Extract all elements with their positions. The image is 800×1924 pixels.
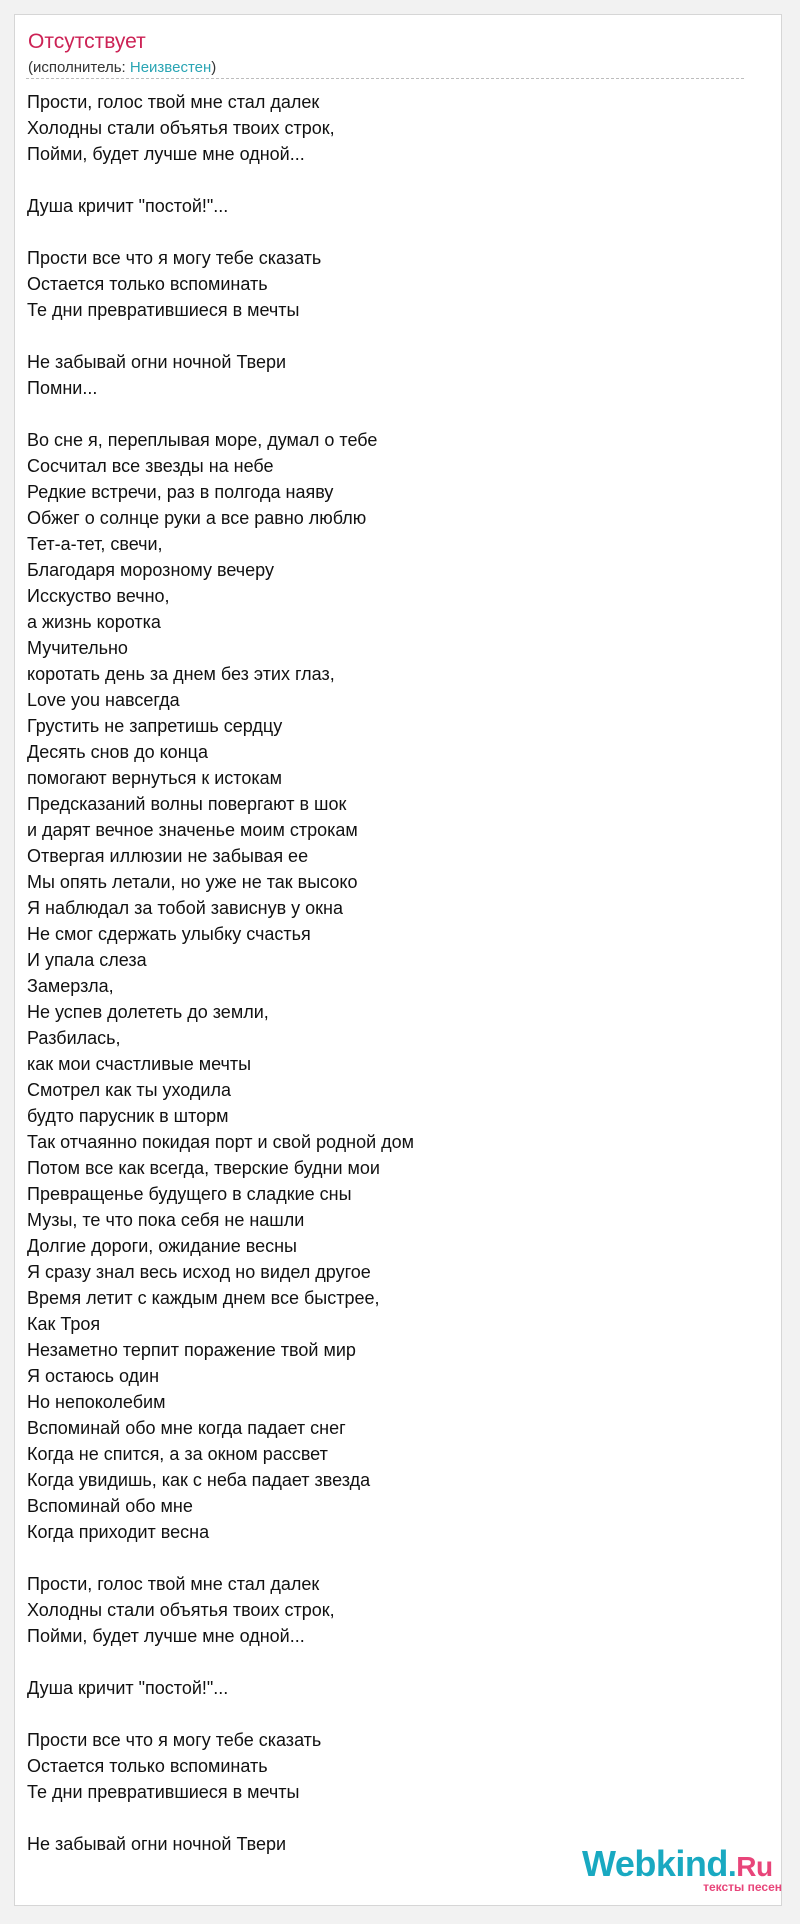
lyrics-line: Сосчитал все звезды на небе [27, 456, 274, 476]
lyrics-line: Благодаря морозному вечеру [27, 560, 274, 580]
lyrics-line: Отвергая иллюзии не забывая ее [27, 846, 309, 866]
lyrics-line: Те дни превратившиеся в мечты [27, 300, 300, 320]
lyrics-line: Не смог сдержать улыбку счастья [27, 924, 311, 944]
lyrics-line: Прости, голос твой мне стал далек [27, 92, 320, 112]
lyrics-line: Как Троя [27, 1314, 101, 1334]
lyrics-line: Душа кричит "постой!"... [27, 196, 229, 216]
logo-name: Webkind [582, 1843, 728, 1884]
lyrics-line: Когда не спится, а за окном рассвет [27, 1444, 328, 1464]
lyrics-line: Грустить не запретишь сердцу [27, 716, 283, 736]
lyrics-line: Так отчаянно покидая порт и свой родной дом [27, 1132, 415, 1152]
webkind-logo[interactable] [568, 1844, 782, 1900]
lyrics-line: Время летит с каждым днем все быстрее, [27, 1288, 380, 1308]
lyrics-line: Превращенье будущего в сладкие сны [27, 1184, 352, 1204]
lyrics-line: Love you навсегда [27, 690, 180, 710]
lyrics-line: Музы, те что пока себя не нашли [27, 1210, 305, 1230]
lyrics-line: Смотрел как ты уходила [27, 1080, 231, 1100]
lyrics-line: Незаметно терпит поражение твой мир [27, 1340, 356, 1360]
lyrics-line: Прости, голос твой мне стал далек [27, 1574, 320, 1594]
artist-suffix: ) [211, 59, 217, 76]
logo-tagline: тексты песен [703, 1880, 782, 1894]
lyrics-line: Разбилась, [27, 1028, 121, 1048]
lyrics-line: Я наблюдал за тобой зависнув у окна [27, 898, 343, 918]
lyrics-blank-line [27, 167, 727, 193]
lyrics-blank-line [27, 323, 727, 349]
lyrics-line: Обжег о солнце руки а все равно люблю [27, 508, 367, 528]
artist-link[interactable]: Неизвестен [129, 59, 212, 76]
lyrics-line: Замерзла, [27, 976, 114, 996]
lyrics-line: и дарят вечное значенье моим строкам [27, 820, 358, 840]
lyrics-line: Тет-а-тет, свечи, [27, 534, 163, 554]
lyrics-line: Редкие встречи, раз в полгода наяву [27, 482, 334, 502]
lyrics-line: Мучительно [27, 638, 128, 658]
lyrics-line: помогают вернуться к истокам [27, 768, 283, 788]
lyrics-blank-line [27, 1701, 727, 1727]
song-title: Отсутствует [28, 30, 146, 53]
lyrics-line: Вспоминай обо мне когда падает снег [27, 1418, 346, 1438]
lyrics-line: Остается только вспоминать [27, 274, 268, 294]
lyrics-line: И упала слеза [27, 950, 147, 970]
lyrics-line: будто парусник в шторм [27, 1106, 229, 1126]
lyrics-line: Мы опять летали, но уже не так высоко [27, 872, 358, 892]
lyrics-line: Те дни превратившиеся в мечты [27, 1782, 300, 1802]
lyrics-line: Душа кричит "постой!"... [27, 1678, 229, 1698]
lyrics-line: Не забывай огни ночной Твери [27, 352, 287, 372]
lyrics-line: Потом все как всегда, тверские будни мои [27, 1158, 380, 1178]
lyrics-line: Холодны стали объятья твоих строк, [27, 1600, 335, 1620]
lyrics-line: Во сне я, переплывая море, думал о тебе [27, 430, 378, 450]
lyrics-line: Пойми, будет лучше мне одной... [27, 1626, 305, 1646]
lyrics-line: Вспоминай обо мне [27, 1496, 193, 1516]
lyrics-line: Исскуство вечно, [27, 586, 170, 606]
lyrics-line: Пойми, будет лучше мне одной... [27, 144, 305, 164]
lyrics-line: а жизнь коротка [27, 612, 161, 632]
lyrics-line: Предсказаний волны повергают в шок [27, 794, 347, 814]
lyrics-line: Я сразу знал весь исход но видел другое [27, 1262, 371, 1282]
lyrics-blank-line [27, 1805, 727, 1831]
lyrics-blank-line [27, 219, 727, 245]
artist-prefix: (исполнитель: [28, 59, 130, 76]
lyrics-line: Но непоколебим [27, 1392, 166, 1412]
lyrics-text [27, 89, 727, 1857]
lyrics-line: Прости все что я могу тебе сказать [27, 248, 322, 268]
lyrics-line: Долгие дороги, ожидание весны [27, 1236, 297, 1256]
lyrics-line: Десять снов до конца [27, 742, 208, 762]
logo-tld: Ru [736, 1851, 773, 1882]
lyrics-line: Не успев долететь до земли, [27, 1002, 269, 1022]
lyrics-blank-line [27, 1649, 727, 1675]
lyrics-line: коротать день за днем без этих глаз, [27, 664, 335, 684]
lyrics-line: Помни... [27, 378, 98, 398]
lyrics-line: Остается только вспоминать [27, 1756, 268, 1776]
lyrics-blank-line [27, 1545, 727, 1571]
lyrics-line: Когда увидишь, как с неба падает звезда [27, 1470, 371, 1490]
title-divider [26, 78, 744, 79]
lyrics-line: Я остаюсь один [27, 1366, 160, 1386]
lyrics-line: как мои счастливые мечты [27, 1054, 252, 1074]
lyrics-line: Не забывай огни ночной Твери [27, 1834, 287, 1854]
logo-dot: . [727, 1847, 737, 1883]
lyrics-line: Прости все что я могу тебе сказать [27, 1730, 322, 1750]
artist-line [28, 58, 216, 78]
lyrics-blank-line [27, 401, 727, 427]
lyrics-line: Холодны стали объятья твоих строк, [27, 118, 335, 138]
lyrics-line: Когда приходит весна [27, 1522, 210, 1542]
